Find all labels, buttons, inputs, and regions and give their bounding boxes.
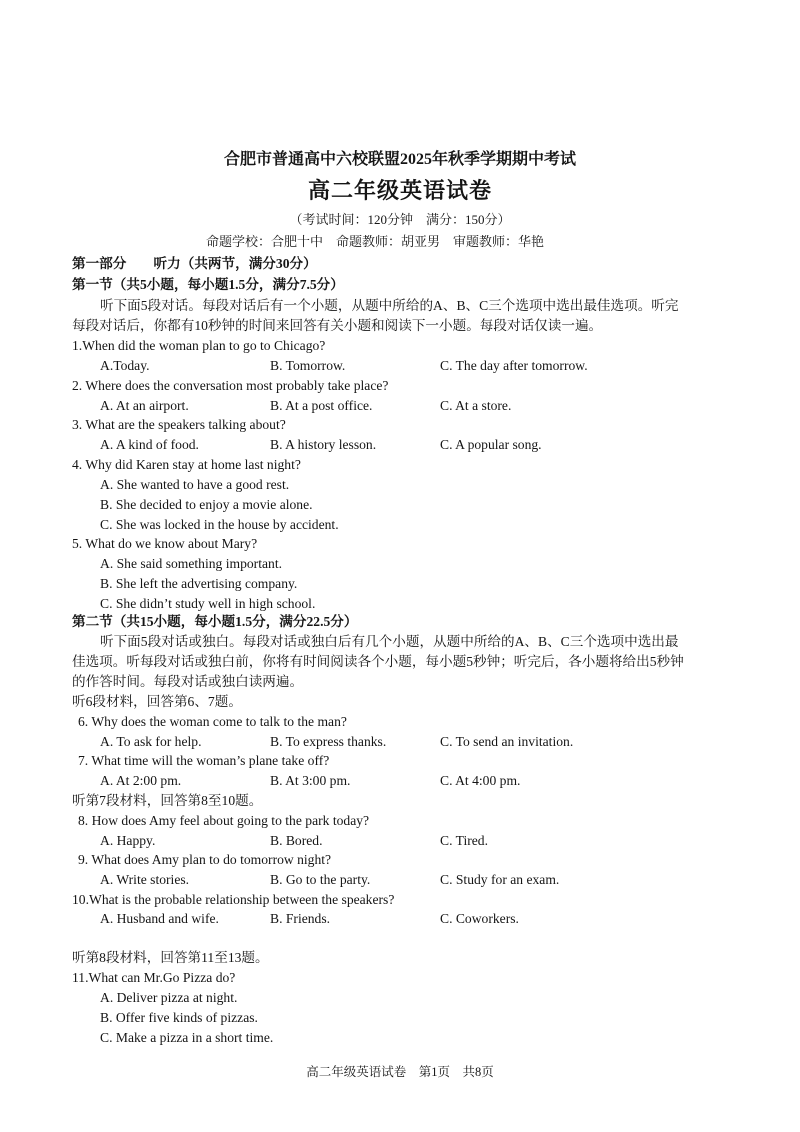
question-9: 9. What does Amy plan to do tomorrow night? [78, 852, 332, 867]
question-6: 6. Why does the woman come to talk to the man? [78, 714, 347, 729]
q7-option-a: A. At 2:00 pm. [100, 773, 182, 788]
q8-option-c: C. Tired. [440, 833, 488, 848]
question-8: 8. How does Amy feel about going to the park today? [78, 813, 370, 828]
section1-title: 第一节（共5小题，每小题1.5分，满分7.5分） [72, 277, 344, 292]
q3-option-b: B. A history lesson. [270, 437, 377, 452]
q9-option-b: B. Go to the party. [270, 872, 371, 887]
section1-instructions-line2: 每段对话后，你都有10秒钟的时间来回答有关小题和阅读下一小题。每段对话仅读一遍。 [72, 318, 603, 333]
q1-option-c: C. The day after tomorrow. [440, 358, 588, 373]
q4-option-c: C. She was locked in the house by accident. [100, 517, 339, 532]
question-3: 3. What are the speakers talking about? [72, 417, 286, 432]
q11-option-b: B. Offer five kinds of pizzas. [100, 1010, 258, 1025]
q3-option-c: C. A popular song. [440, 437, 542, 452]
q6-option-a: A. To ask for help. [100, 734, 202, 749]
q10-option-c: C. Coworkers. [440, 911, 519, 926]
q10-option-b: B. Friends. [270, 911, 331, 926]
q1-option-b: B. Tomorrow. [270, 358, 346, 373]
q7-option-c: C. At 4:00 pm. [440, 773, 521, 788]
question-11: 11.What can Mr.Go Pizza do? [72, 970, 236, 985]
exam-title: 合肥市普通高中六校联盟2025年秋季学期期中考试 [223, 151, 576, 168]
staff-info: 命题学校：合肥十中 命题教师：胡亚男 审题教师：华艳 [206, 234, 545, 249]
q8-option-a: A. Happy. [100, 833, 156, 848]
question-10: 10.What is the probable relationship between the speakers? [72, 892, 395, 907]
question-7: 7. What time will the woman’s plane take off? [78, 753, 330, 768]
q6-option-c: C. To send an invitation. [440, 734, 574, 749]
question-1: 1.When did the woman plan to go to Chicago? [72, 338, 326, 353]
part1-title: 第一部分 听力（共两节，满分30分） [72, 256, 317, 271]
q9-option-c: C. Study for an exam. [440, 872, 560, 887]
q11-option-a: A. Deliver pizza at night. [100, 990, 238, 1005]
section2-instructions-line1: 听下面5段对话或独白。每段对话或独白后有几个小题，从题中所给的A、B、C三个选项中选出最 [100, 634, 679, 649]
q5-option-c: C. She didn’t study well in high school. [100, 596, 316, 611]
q11-option-c: C. Make a pizza in a short time. [100, 1030, 274, 1045]
q1-option-a: A.Today. [100, 358, 150, 373]
q10-option-a: A. Husband and wife. [100, 911, 219, 926]
q2-option-c: C. At a store. [440, 398, 512, 413]
q4-option-b: B. She decided to enjoy a movie alone. [100, 497, 313, 512]
q8-option-b: B. Bored. [270, 833, 323, 848]
question-5: 5. What do we know about Mary? [72, 536, 258, 551]
q4-option-a: A. She wanted to have a good rest. [100, 477, 290, 492]
q3-option-a: A. A kind of food. [100, 437, 199, 452]
section1-instructions-line1: 听下面5段对话。每段对话后有一个小题，从题中所给的A、B、C三个选项中选出最佳选项。听完 [100, 298, 679, 313]
q6-option-b: B. To express thanks. [270, 734, 387, 749]
question-4: 4. Why did Karen stay at home last night? [72, 457, 301, 472]
paper-title: 高二年级英语试卷 [307, 178, 492, 203]
material-7-heading: 听第7段材料，回答第8至10题。 [72, 793, 263, 808]
question-2: 2. Where does the conversation most probably take place? [72, 378, 389, 393]
section2-instructions-line2: 佳选项。听每段对话或独白前，你将有时间阅读各个小题，每小题5秒钟；听完后，各小题将给出5秒钟 [72, 654, 684, 669]
q7-option-b: B. At 3:00 pm. [270, 773, 351, 788]
page-footer: 高二年级英语试卷 第1页 共8页 [306, 1065, 494, 1079]
section2-title: 第二节（共15小题，每小题1.5分，满分22.5分） [72, 614, 358, 629]
exam-info: （考试时间：120分钟 满分：150分） [289, 212, 511, 227]
q2-option-a: A. At an airport. [100, 398, 189, 413]
section2-instructions-line3: 的作答时间。每段对话或独白读两遍。 [72, 674, 304, 689]
material-8-heading: 听第8段材料，回答第11至13题。 [72, 950, 269, 965]
q9-option-a: A. Write stories. [100, 872, 190, 887]
q2-option-b: B. At a post office. [270, 398, 373, 413]
q5-option-a: A. She said something important. [100, 556, 282, 571]
q5-option-b: B. She left the advertising company. [100, 576, 298, 591]
material-6-heading: 听6段材料，回答第6、7题。 [72, 694, 242, 709]
